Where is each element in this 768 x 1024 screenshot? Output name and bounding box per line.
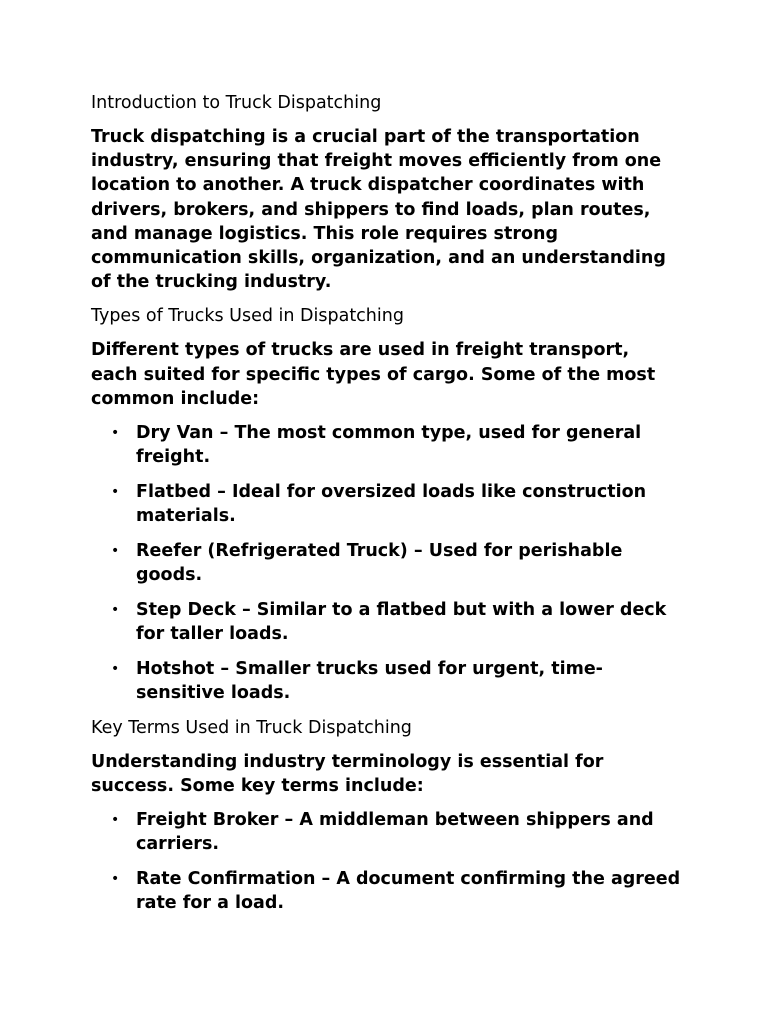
list-item <box>91 539 681 587</box>
list-item <box>91 867 681 915</box>
list-item-text: Reefer (Refrigerated Truck) – Used for perishable goods. <box>136 540 623 586</box>
list-item <box>91 598 681 646</box>
section-paragraph: Different types of trucks are used in freight transport, each suited for specific types of cargo. Some of the most common include: <box>91 340 656 409</box>
section-key-terms <box>91 716 681 916</box>
document-page <box>91 91 681 926</box>
section-truck-types <box>91 304 681 705</box>
section-heading: Key Terms Used in Truck Dispatching <box>91 717 412 738</box>
bullet-icon: • <box>111 870 120 887</box>
list-item-text: Hotshot – Smaller trucks used for urgent, time-sensitive loads. <box>136 658 603 703</box>
list-item-text: Dry Van – The most common type, used for general freight. <box>136 423 642 468</box>
list-item-text: Freight Broker – A middleman between shippers and carriers. <box>136 809 654 855</box>
section-heading: Introduction to Truck Dispatching <box>91 93 382 113</box>
bullet-icon: • <box>111 425 120 442</box>
bullet-list <box>91 808 681 915</box>
section-heading: Types of Trucks Used in Dispatching <box>91 306 404 327</box>
list-item-text: Rate Confirmation – A document confirming the agreed rate for a load. <box>136 868 681 914</box>
section-paragraph: Truck dispatching is a crucial part of the transportation industry, ensuring that freight moves efficiently from one location to another. A truck dispatcher coordinates with drivers, brokers, and shippers to find loads, plan routes, and manage logistics. This role requires strong communication skills, organization, and an understanding of the trucking industry. <box>91 127 666 293</box>
bullet-icon: • <box>111 811 120 828</box>
section-introduction <box>91 91 681 294</box>
list-item <box>91 421 681 469</box>
list-item-text: Flatbed – Ideal for oversized loads like construction materials. <box>136 481 647 527</box>
bullet-list <box>91 421 681 705</box>
list-item <box>91 480 681 528</box>
bullet-icon: • <box>111 601 120 618</box>
bullet-icon: • <box>111 660 120 677</box>
bullet-icon: • <box>111 542 120 559</box>
bullet-icon: • <box>111 483 120 500</box>
section-paragraph: Understanding industry terminology is essential for success. Some key terms include: <box>91 751 604 796</box>
list-item <box>91 808 681 856</box>
list-item-text: Step Deck – Similar to a flatbed but with a lower deck for taller loads. <box>136 599 667 644</box>
list-item <box>91 657 681 705</box>
